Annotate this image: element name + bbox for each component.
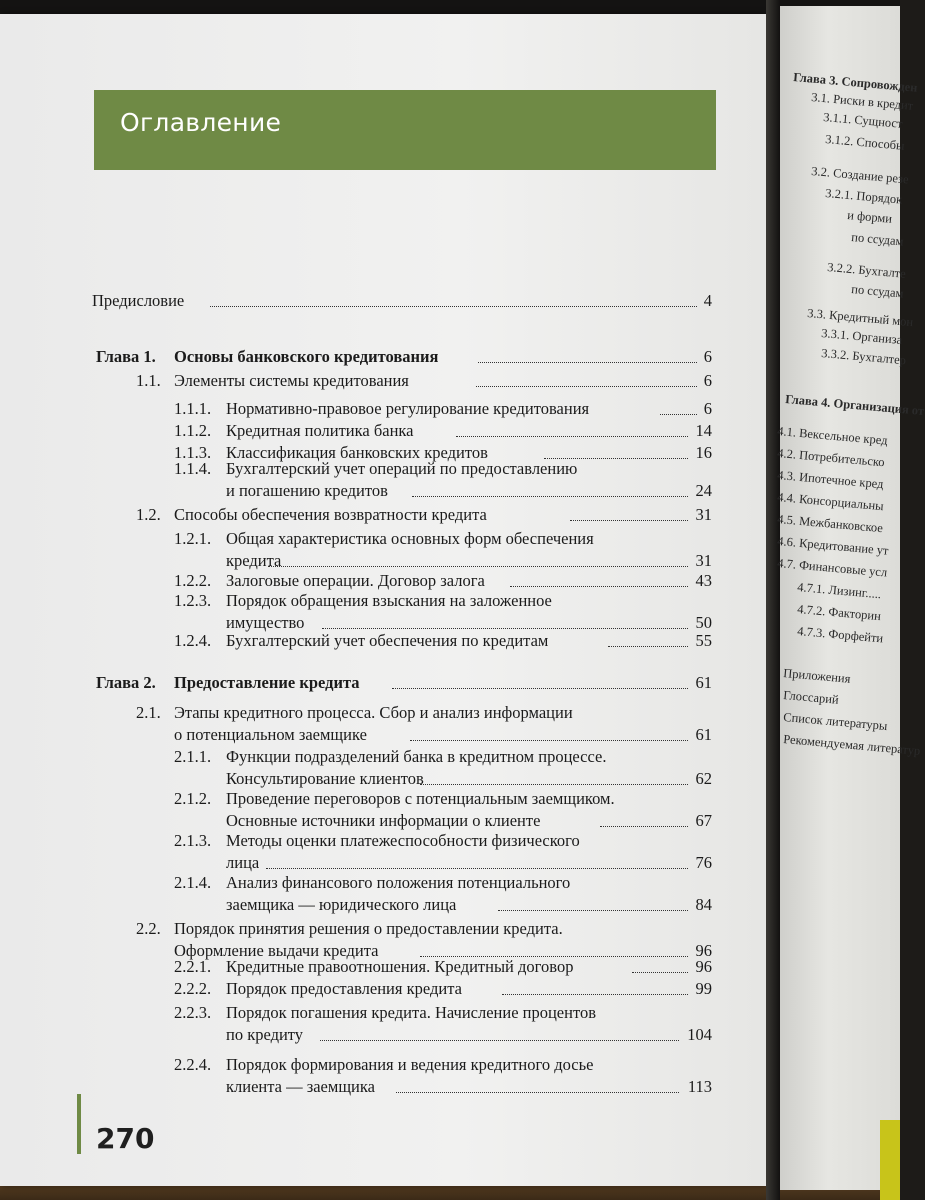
- toc-entry-title: Нормативно-правовое регулирование кредитования: [226, 399, 590, 418]
- toc-entry-number: 2.1.1.: [174, 747, 212, 766]
- toc-entry: [0, 458, 712, 502]
- book-page-right: [776, 6, 925, 1190]
- toc-leader-dots: [660, 414, 697, 415]
- toc-entry: [0, 528, 712, 572]
- toc-leader-dots: [410, 740, 688, 741]
- toc-entry-title-continued: лица: [226, 853, 260, 872]
- toc-entry-title-continued: по кредиту: [226, 1025, 304, 1044]
- toc-entry-number: 2.1.2.: [174, 789, 212, 808]
- toc-leader-dots: [498, 910, 688, 911]
- toc-leader-dots: [412, 496, 688, 497]
- toc-page-number: 14: [695, 421, 712, 440]
- toc-page-number: 6: [703, 371, 712, 390]
- toc-entry-number: 2.2.3.: [174, 1003, 212, 1022]
- page-title: Оглавление: [120, 108, 282, 137]
- toc-entry-number: 2.2.2.: [174, 979, 212, 998]
- toc-page-number: 16: [695, 443, 712, 462]
- toc-page-number: 4: [703, 291, 712, 310]
- toc-leader-dots: [268, 566, 688, 567]
- right-page-toc-fragment: 3.1.2. Способы: [824, 132, 906, 153]
- toc-entry: [0, 420, 712, 442]
- right-page-toc-fragment: Список литературы: [782, 710, 888, 734]
- toc-entry: [0, 370, 712, 392]
- toc-leader-dots: [476, 386, 697, 387]
- toc-entry-number: 1.2.4.: [174, 631, 212, 650]
- toc-page-number: 104: [687, 1025, 712, 1044]
- toc-leader-dots: [392, 688, 688, 689]
- toc-entry-title: Порядок погашения кредита. Начисление процентов: [226, 1003, 596, 1022]
- toc-entry: [0, 570, 712, 592]
- toc-page-number: 76: [695, 853, 712, 872]
- toc-page-number: 62: [695, 769, 712, 788]
- toc-entry-number: 1.1.2.: [174, 421, 212, 440]
- toc-entry-number: 1.2.1.: [174, 529, 212, 548]
- right-page-toc-fragment: 4.7. Финансовые усл: [776, 556, 888, 580]
- toc-entry-number: Глава 2.: [96, 673, 156, 692]
- toc-page-number: 31: [695, 505, 712, 524]
- toc-entry: [0, 630, 712, 652]
- toc-entry: [0, 504, 712, 526]
- toc-page-number: 43: [695, 571, 712, 590]
- right-page-toc-fragment: 4.2. Потребительско: [776, 446, 886, 470]
- toc-page-number: 6: [703, 399, 712, 418]
- book-page-left: [0, 14, 766, 1186]
- toc-entry-number: Глава 1.: [96, 347, 156, 366]
- toc-page-number: 6: [703, 347, 712, 366]
- right-page-toc-fragment: 3.1. Риски в кредит: [810, 90, 914, 113]
- toc-entry-number: 1.1.3.: [174, 443, 212, 462]
- right-page-toc-fragment: 4.5. Межбанковское: [776, 512, 884, 536]
- toc-entry-title: Предисловие: [92, 291, 185, 310]
- toc-entry-title: Кредитная политика банка: [226, 421, 414, 440]
- toc-entry-title: Способы обеспечения возвратности кредита: [174, 505, 487, 524]
- contents-header-band: [94, 90, 716, 170]
- toc-entry-title-continued: о потенциальном заемщике: [174, 725, 367, 744]
- right-page-toc-fragment: Глоссарий: [782, 688, 840, 707]
- toc-entry-title-continued: имущество: [226, 613, 305, 632]
- toc-entry-number: 1.1.4.: [174, 459, 212, 478]
- toc-page-number: 50: [695, 613, 712, 632]
- right-page-toc-fragment: 3.2.2. Бухгалте: [826, 260, 907, 281]
- right-page-toc-fragment: 4.4. Консорциальны: [776, 490, 885, 514]
- toc-entry-title-continued: кредита: [226, 551, 282, 570]
- toc-entry: [0, 590, 712, 634]
- right-page-toc-fragment: 3.3. Кредитный мон: [806, 306, 914, 330]
- toc-entry: [0, 788, 712, 832]
- toc-entry-title-continued: клиента — заемщика: [226, 1077, 375, 1096]
- toc-entry-number: 2.1.3.: [174, 831, 212, 850]
- right-page-toc-fragment: по ссудам: [850, 230, 905, 249]
- toc-entry-title: Предоставление кредита: [174, 673, 360, 692]
- page-number-rule: [77, 1094, 81, 1154]
- toc-leader-dots: [478, 362, 697, 363]
- toc-entry-title-continued: и погашению кредитов: [226, 481, 388, 500]
- toc-entry-title: Анализ финансового положения потенциального: [226, 873, 571, 892]
- toc-page-number: 31: [695, 551, 712, 570]
- toc-leader-dots: [322, 628, 688, 629]
- toc-entry-number: 2.2.: [136, 919, 161, 938]
- toc-entry-title: Порядок принятия решения о предоставлении кредита.: [174, 919, 563, 938]
- toc-leader-dots: [456, 436, 688, 437]
- toc-leader-dots: [600, 826, 688, 827]
- right-page-toc-fragment: по ссудам: [850, 282, 905, 301]
- toc-entry-number: 1.1.: [136, 371, 161, 390]
- toc-entry-title: Проведение переговоров с потенциальным заемщиком.: [226, 789, 615, 808]
- toc-page-number: 67: [695, 811, 712, 830]
- toc-page-number: 61: [695, 673, 712, 692]
- right-page-toc-fragment: Рекомендуемая литератур: [782, 732, 921, 758]
- toc-entry: [0, 672, 712, 694]
- toc-page-number: 84: [695, 895, 712, 914]
- toc-entry-number: 2.1.4.: [174, 873, 212, 892]
- toc-entry-title-continued: Основные источники информации о клиенте: [226, 811, 541, 830]
- toc-entry: [0, 1002, 712, 1046]
- toc-page-number: 113: [687, 1077, 712, 1096]
- toc-entry: [0, 290, 712, 312]
- toc-leader-dots: [420, 784, 688, 785]
- toc-entry-title: Порядок обращения взыскания на заложенное: [226, 591, 552, 610]
- toc-entry-title-continued: Оформление выдачи кредита: [174, 941, 379, 960]
- right-page-toc-fragment: 3.1.1. Сущност: [822, 110, 904, 131]
- toc-entry: [0, 746, 712, 790]
- toc-page-number: 55: [695, 631, 712, 650]
- toc-entry-title-continued: Консультирование клиентов: [226, 769, 424, 788]
- toc-entry-title: Кредитные правоотношения. Кредитный договор: [226, 957, 574, 976]
- toc-entry-title: Элементы системы кредитования: [174, 371, 409, 390]
- toc-entry-number: 1.1.1.: [174, 399, 212, 418]
- toc-page-number: 61: [695, 725, 712, 744]
- toc-entry-title: Методы оценки платежеспособности физического: [226, 831, 580, 850]
- toc-entry-title: Общая характеристика основных форм обеспечения: [226, 529, 594, 548]
- toc-leader-dots: [608, 646, 688, 647]
- toc-leader-dots: [502, 994, 688, 995]
- toc-entry-title: Бухгалтерский учет обеспечения по кредитам: [226, 631, 549, 650]
- toc-entry-number: 2.2.4.: [174, 1055, 212, 1074]
- right-page-toc-fragment: 4.1. Вексельное кред: [776, 424, 889, 448]
- toc-entry: [0, 830, 712, 874]
- toc-leader-dots: [510, 586, 688, 587]
- toc-page-number: 96: [695, 941, 712, 960]
- right-page-toc-fragment: 3.2. Создание резе: [810, 164, 910, 187]
- toc-entry: [0, 872, 712, 916]
- toc-entry-title: Функции подразделений банка в кредитном процессе.: [226, 747, 607, 766]
- toc-entry-title: Порядок формирования и ведения кредитного досье: [226, 1055, 594, 1074]
- toc-entry-number: 2.2.1.: [174, 957, 212, 976]
- toc-entry-title: Основы банковского кредитования: [174, 347, 439, 366]
- toc-leader-dots: [266, 868, 688, 869]
- right-page-toc-fragment: Приложения: [782, 666, 852, 686]
- toc-leader-dots: [570, 520, 688, 521]
- right-page-toc-fragment: 4.7.3. Форфейти: [796, 624, 884, 646]
- right-page-toc-fragment: Глава 3. Сопровожден: [792, 70, 919, 95]
- toc-entry: [0, 398, 712, 420]
- toc-page-number: 96: [695, 957, 712, 976]
- toc-entry-number: 1.2.2.: [174, 571, 212, 590]
- toc-leader-dots: [210, 306, 697, 307]
- right-page-toc-fragment: 3.3.2. Бухгалтер: [820, 346, 907, 368]
- toc-entry-number: 1.2.3.: [174, 591, 212, 610]
- right-page-toc-fragment: 3.3.1. Организа: [820, 326, 903, 348]
- right-page-toc-fragment: 4.3. Ипотечное кред: [776, 468, 885, 492]
- right-page-toc-fragment: Глава 4. Организация от: [784, 392, 925, 419]
- toc-entry-title: Порядок предоставления кредита: [226, 979, 462, 998]
- toc-entry-number: 2.1.: [136, 703, 161, 722]
- right-page-toc-fragment: и форми: [846, 208, 893, 226]
- toc-entry-title: Классификация банковских кредитов: [226, 443, 488, 462]
- right-page-toc-fragment: 3.2.1. Порядок: [824, 186, 903, 207]
- toc-entry-title: Залоговые операции. Договор залога: [226, 571, 485, 590]
- toc-leader-dots: [320, 1040, 679, 1041]
- toc-entry: [0, 956, 712, 978]
- toc-page-number: 99: [695, 979, 712, 998]
- book-cover-edge: [880, 1120, 900, 1200]
- toc-leader-dots: [396, 1092, 679, 1093]
- toc-page-number: 24: [695, 481, 712, 500]
- toc-entry-number: 1.2.: [136, 505, 161, 524]
- toc-entry-title: Этапы кредитного процесса. Сбор и анализ информации: [174, 703, 573, 722]
- toc-leader-dots: [632, 972, 688, 973]
- toc-entry: [0, 346, 712, 368]
- right-page-toc-fragment: 4.7.1. Лизинг.....: [796, 580, 882, 602]
- toc-entry-title-continued: заемщика — юридического лица: [226, 895, 457, 914]
- toc-entry-title: Бухгалтерский учет операций по предоставлению: [226, 459, 578, 478]
- right-page-toc-fragment: 4.7.2. Факторин: [796, 602, 882, 624]
- right-page-toc-fragment: 4.6. Кредитование ут: [776, 534, 890, 558]
- book-spine-gutter: [766, 0, 780, 1200]
- page-number: 270: [96, 1122, 155, 1155]
- toc-entry: [0, 978, 712, 1000]
- toc-entry: [0, 1054, 712, 1098]
- toc-entry: [0, 702, 712, 746]
